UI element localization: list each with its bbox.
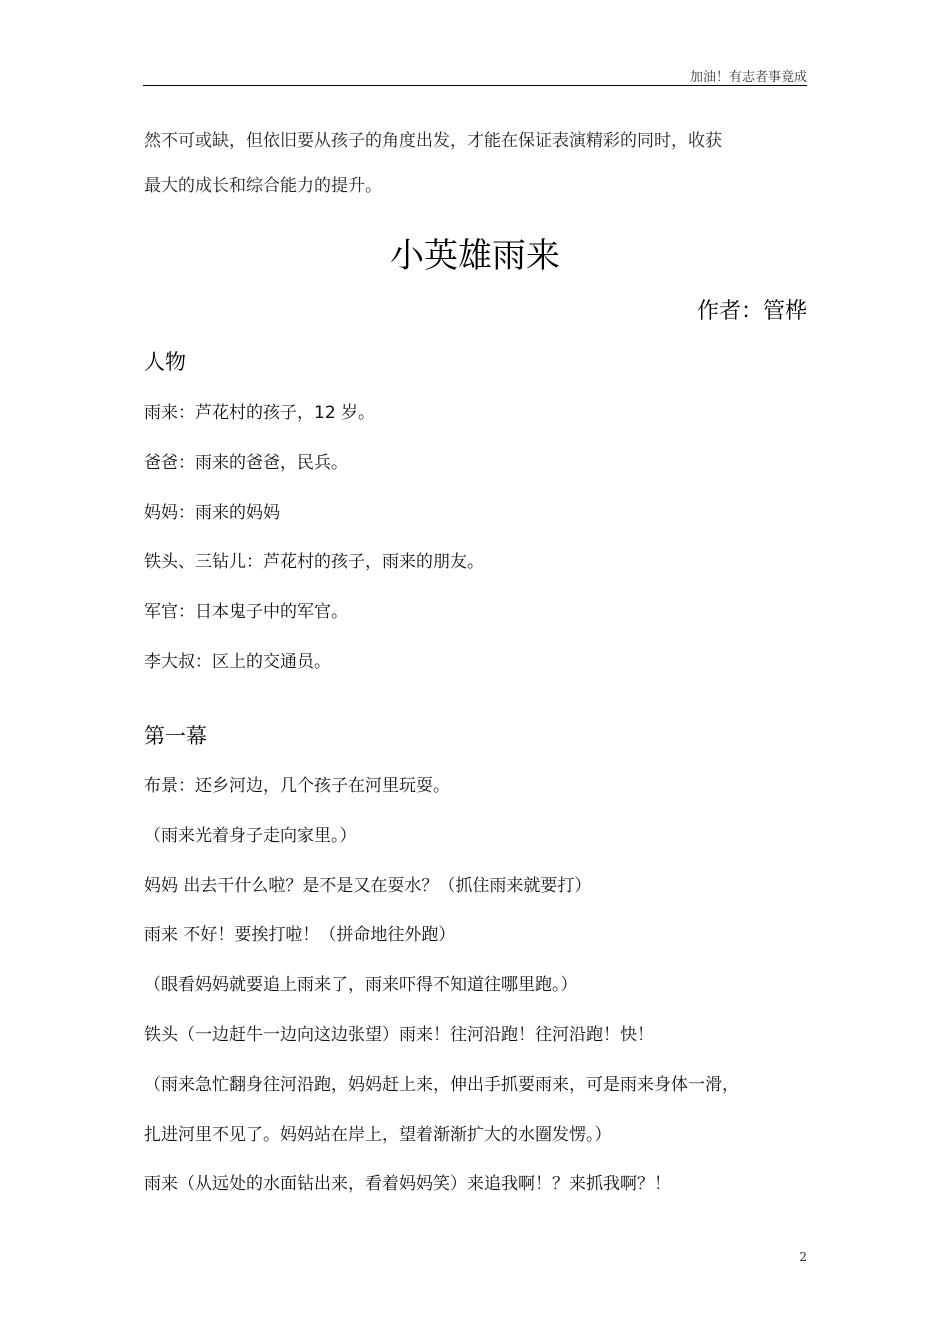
character-entry: 爸爸：雨来的爸爸，民兵。 xyxy=(144,453,348,473)
intro-line: 然不可或缺，但依旧要从孩子的角度出发，才能在保证表演精彩的同时，收获 xyxy=(144,131,722,151)
script-line: 雨来（从远处的水面钻出来，看着妈妈笑）来追我啊！？来抓我啊？！ xyxy=(144,1174,671,1194)
script-line: 布景：还乡河边，几个孩子在河里玩耍。 xyxy=(144,776,450,796)
page-number: 2 xyxy=(799,1250,807,1264)
script-line: （雨来急忙翻身往河沿跑，妈妈赶上来，伸出手抓要雨来，可是雨来身体一滑， xyxy=(144,1075,739,1095)
character-entry: 雨来：芦花村的孩子，12 岁。 xyxy=(144,403,376,423)
character-entry: 李大叔：区上的交通员。 xyxy=(144,652,331,672)
characters-heading: 人物 xyxy=(144,350,186,374)
act-heading: 第一幕 xyxy=(144,724,207,748)
script-line: 雨来 不好！要挨打啦！（拼命地往外跑） xyxy=(144,925,456,945)
author-line: 作者：管桦 xyxy=(696,299,807,324)
character-entry: 铁头、三钻儿：芦花村的孩子，雨来的朋友。 xyxy=(144,552,484,572)
header-divider xyxy=(143,85,807,86)
script-line: 铁头（一边赶牛一边向这边张望）雨来！往河沿跑！往河沿跑！快！ xyxy=(144,1025,654,1045)
script-line: （眼看妈妈就要追上雨来了，雨来吓得不知道往哪里跑。） xyxy=(144,975,578,995)
intro-line: 最大的成长和综合能力的提升。 xyxy=(144,176,382,196)
script-line: 扎进河里不见了。妈妈站在岸上，望着渐渐扩大的水圈发愣。） xyxy=(144,1125,612,1145)
play-title: 小英雄雨来 xyxy=(390,236,560,276)
character-entry: 军官：日本鬼子中的军官。 xyxy=(144,602,348,622)
script-line: （雨来光着身子走向家里。） xyxy=(144,826,357,846)
script-line: 妈妈 出去干什么啦？是不是又在耍水？（抓住雨来就要打） xyxy=(144,876,592,896)
character-entry: 妈妈：雨来的妈妈 xyxy=(144,503,280,523)
page-header-motto: 加油！有志者事竟成 xyxy=(689,70,807,85)
